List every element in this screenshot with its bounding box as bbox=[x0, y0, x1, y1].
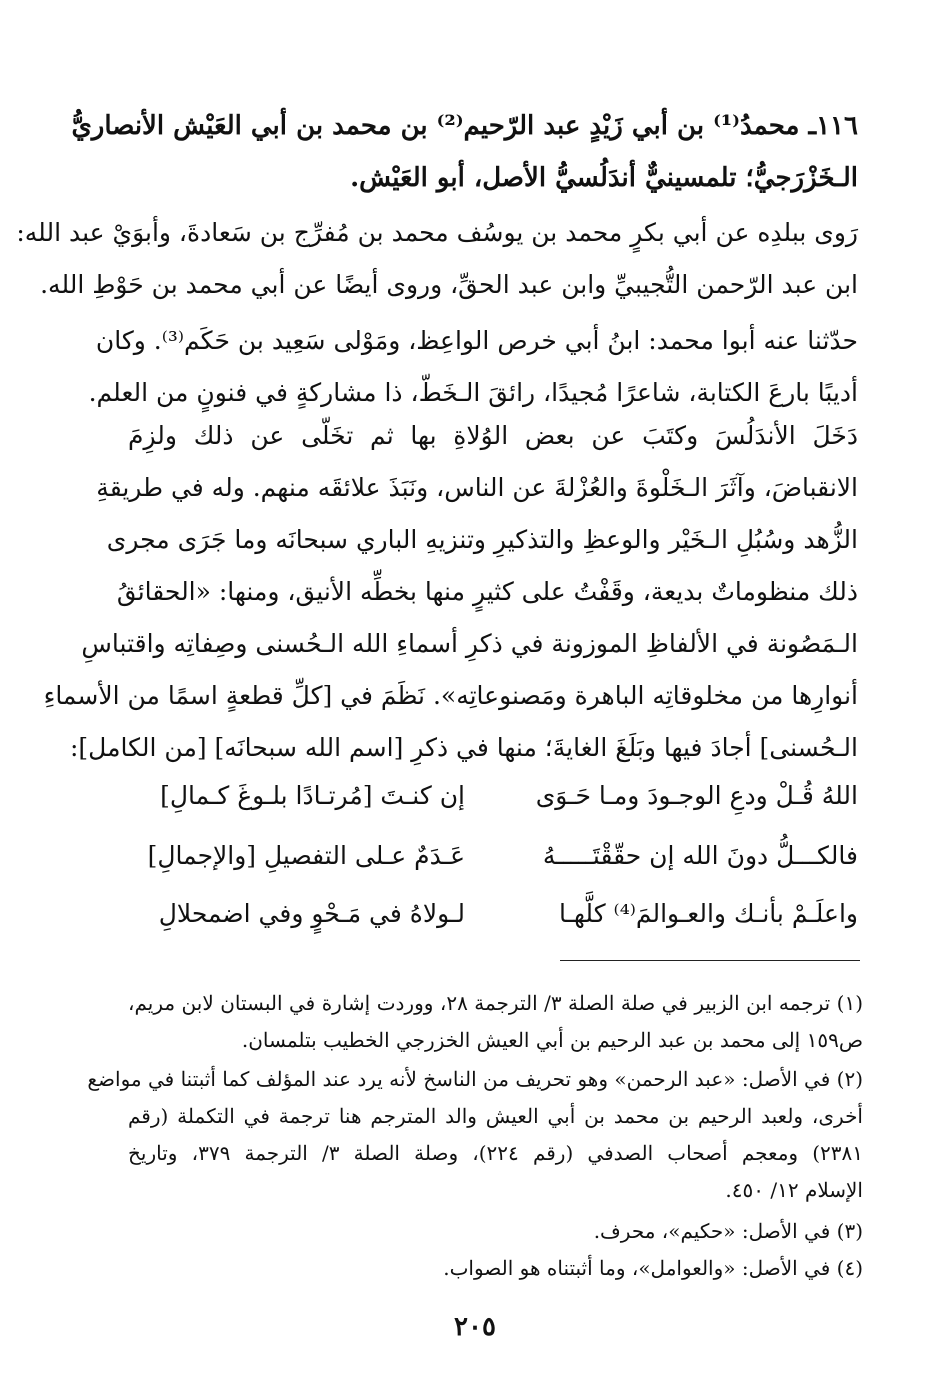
footnote-1 bbox=[128, 985, 863, 1059]
footnote-3 bbox=[128, 1213, 863, 1250]
text-line: الـمَصُونة في الألفاظِ الموزونة في ذكرِ أسماءِ الله الـحُسنى وصِفاتِه واقتباسِ bbox=[81, 629, 858, 658]
text-line: رَوى ببلدِه عن أبي بكرٍ محمد بن يوسُف محمد بن مُفرِّج بن سَعادةَ، وأبوَيْ عبد الله: bbox=[16, 218, 858, 247]
footnote-line: (٤) في الأصل: «والعوامل»، وما أثبتناه هو الصواب. bbox=[443, 1256, 863, 1280]
paragraph-narration bbox=[16, 207, 858, 311]
footnote-line: الإسلام ١٢/ ٤٥٠. bbox=[725, 1178, 863, 1202]
text-line: ذلك منظوماتٌ بديعة، وقَفْتُ على كثيرٍ منها بخطِّه الأنيق، ومنها: «الحقائقُ bbox=[116, 577, 858, 606]
text-line: حدّثنا عنه أبوا محمد: ابنُ أبي خرص الواعِظ، ومَوْلى سَعِيد بن حَكَم⁽³⁾. وكان bbox=[95, 326, 858, 355]
poem-hemistich-first: فالكـــلُّ دونَ الله إن حقّقْتَـــــهُ bbox=[542, 841, 858, 870]
footnote-2 bbox=[87, 1061, 864, 1209]
footnote-4 bbox=[128, 1250, 863, 1287]
text-line: الزُّهد وسُبُلِ الـخَيْر والوعظِ والتذكيرِ وتنزيهِ الباري سبحانَه وما جَرَى مجرى bbox=[106, 525, 858, 554]
paragraph-students bbox=[88, 315, 858, 419]
text-line: أنوارِها من مخلوقاتِه الباهرة ومَصنوعاتِه». نَظَمَ في [كلِّ قطعةٍ اسمًا من الأسماءِ bbox=[43, 681, 858, 710]
text-line: الـحُسنى] أجادَ فيها وبَلَغَ الغايةَ؛ منها في ذكرِ [اسم الله سبحانَه] [من الكامل]: bbox=[69, 733, 858, 762]
poem-hemistich-second: إن كنـتَ [مُرتـادًا بلـوغَ كـمالِ] bbox=[160, 781, 465, 810]
text-line: الانقباضَ، وآثَرَ الـخَلْوةَ والعُزْلةَ عن الناس، ونَبَذَ علائقَه منهم. وله في طريقةِ bbox=[96, 473, 858, 502]
poem-hemistich-first: اللهُ قُـلْ ودعِ الوجـودَ ومـا حَـوَى bbox=[535, 781, 858, 810]
text-line: ابن عبد الرّحمن التُّجيبيِّ وابن عبد الحقِّ، وروى أيضًا عن أبي محمد بن حَوْطِ الله. bbox=[40, 270, 858, 299]
poem-hemistich-second: لـولاهُ في مَـحْوٍ وفي اضمحلالِ bbox=[158, 899, 465, 928]
footnote-separator bbox=[560, 960, 860, 961]
footnote-line: ٢٣٨١) ومعجم أصحاب الصدفي (رقم ٢٢٤)، وصلة الصلة ٣/ الترجمة ٣٧٩، وتاريخ bbox=[128, 1141, 864, 1165]
footnote-line: (١) ترجمه ابن الزبير في صلة الصلة ٣/ الترجمة ٢٨، ووردت إشارة في البستان لابن مريم، bbox=[128, 991, 863, 1015]
paragraph-biography bbox=[43, 410, 858, 774]
text-line: دَخَلَ الأندَلُسَ وكتَبَ عن بعض الوُلاةِ بها ثم تخَلّى عن ذلك ولزِمَ bbox=[128, 421, 858, 450]
heading-line: الـخَزْرَجيُّ؛ تلمسينيٌّ أندَلُسيُّ الأصل، أبو العَيْش. bbox=[350, 163, 858, 193]
entry-heading bbox=[71, 100, 858, 204]
text-line: أديبًا بارعَ الكتابة، شاعرًا مُجيدًا، رائقَ الـخَطّ، ذا مشاركةٍ في فنونٍ من العلم. bbox=[88, 378, 858, 407]
heading-line: ١١٦ـ محمدُ⁽¹⁾ بن أبي زَيْدٍ عبد الرّحيم⁽²⁾ بن محمد بن أبي العَيْش الأنصاريُّ bbox=[71, 111, 858, 141]
footnote-line: (٢) في الأصل: «عبد الرحمن» وهو تحريف من الناسخ لأنه يرد عند المؤلف كما أثبتنا في مواضع bbox=[87, 1067, 863, 1091]
page-number: ٢٠٥ bbox=[454, 1312, 496, 1342]
footnote-line: (٣) في الأصل: «حكيم»، محرف. bbox=[593, 1219, 863, 1243]
poem-hemistich-first: واعلَـمْ بأنـك والعـوالمَ⁽⁴⁾ كلَّهـا bbox=[558, 899, 858, 928]
footnote-line: أخرى، ولعبد الرحيم بن محمد بن أبي العيش والد المترجم هنا ترجمة في التكملة (رقم bbox=[128, 1104, 863, 1128]
poem-hemistich-second: عَـدَمٌ عـلى التفصيلِ [والإجمالِ] bbox=[147, 841, 465, 870]
footnote-line: ص١٥٩ إلى محمد بن عبد الرحيم بن أبي العيش الخزرجي الخطيب بتلمسان. bbox=[241, 1028, 863, 1052]
